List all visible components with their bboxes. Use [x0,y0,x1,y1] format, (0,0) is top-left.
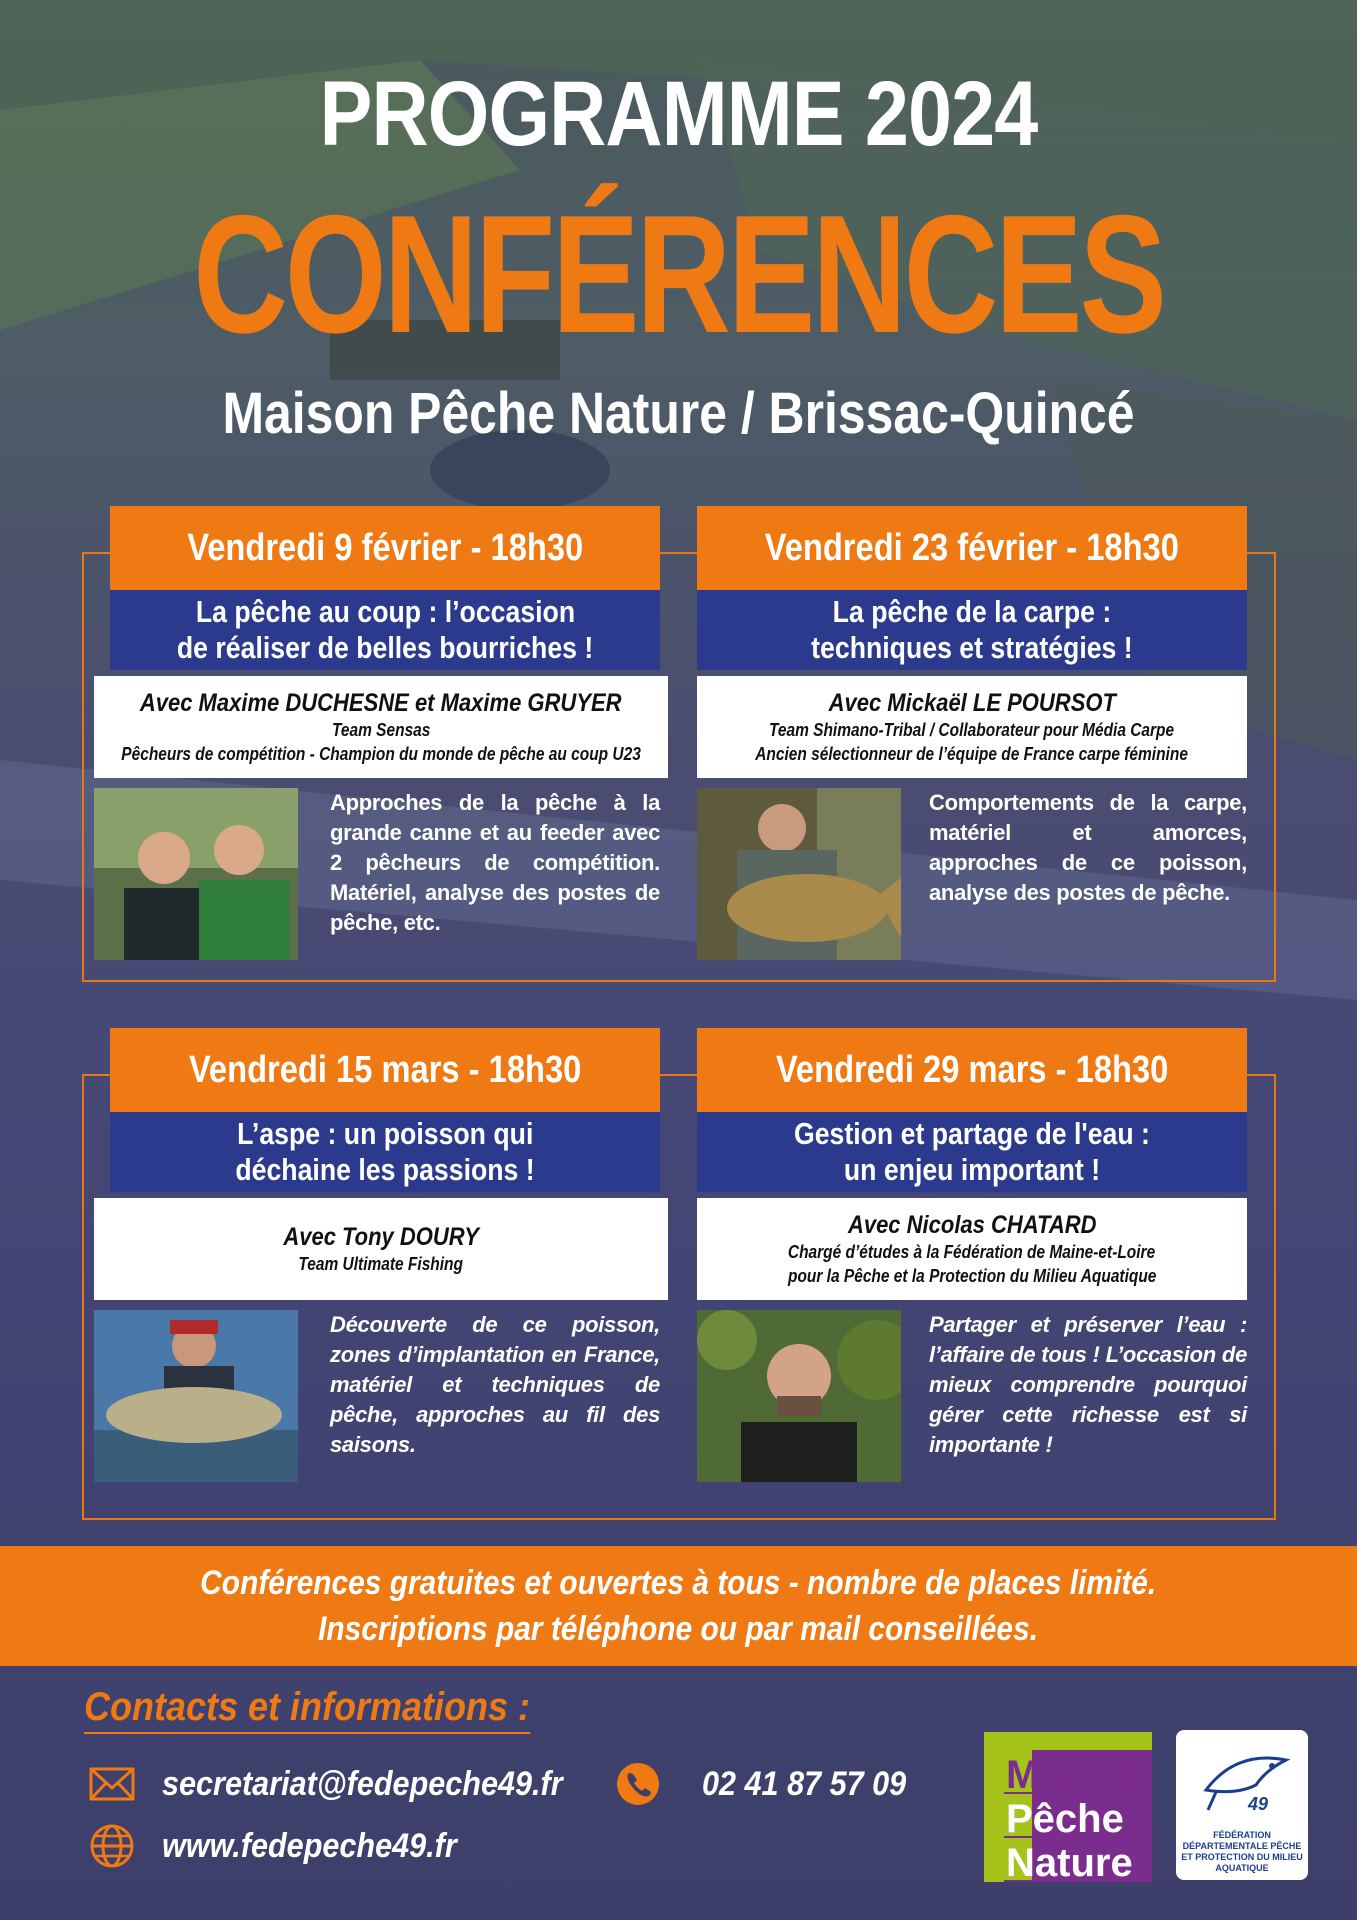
federation-number: 49 [1248,1794,1269,1814]
svg-text:Maison: Maison [1006,1753,1144,1797]
contact-website[interactable] [88,1822,490,1870]
speaker-role: Ancien sélectionneur de l’équipe de France carpe féminine [755,743,1189,764]
speaker-role: Team Ultimate Fishing [298,1253,464,1274]
event-topic: La pêche au coup : l’occasion de réaliser de belles bourriches ! [110,590,660,670]
speaker-name: Avec Tony DOURY [283,1222,479,1251]
federation-text: FÉDÉRATION DÉPARTEMENTALE PÊCHE ET PROTECTION DU MILIEU AQUATIQUE [1181,1830,1303,1873]
event-speaker-box [94,1198,668,1300]
info-banner [0,1546,1357,1666]
event-description: Partager et préserver l’eau : l’affaire de tous ! L’occasion de mieux comprendre pourquoi gérer cette richesse est si importante ! [929,1312,1247,1457]
event-speaker-box [697,1198,1247,1300]
event-speaker-box [94,676,668,778]
speaker-role: pour la Pêche et la Protection du Milieu Aquatique [787,1265,1157,1286]
speaker-role: Chargé d’études à la Fédération de Maine-et-Loire [788,1241,1156,1262]
programme-title: PROGRAMME 2024 [319,63,1038,165]
speaker-role: Team Sensas [331,719,431,740]
event-description: Approches de la pêche à la grande canne et au feeder avec 2 pêcheurs de compétition. Matériel, analyse des postes de pêche, etc. [330,790,660,935]
conferences-title: CONFÉRENCES [193,180,1164,368]
event-date: Vendredi 29 mars - 18h30 [697,1028,1247,1112]
event-topic: Gestion et partage de l'eau : un enjeu important ! [697,1112,1247,1192]
mail-icon [88,1760,136,1808]
speaker-photo [697,1310,901,1482]
speaker-photo [94,1310,298,1482]
event-card-3 [94,1028,660,1482]
svg-text:Pêche: Pêche [1006,1797,1124,1841]
event-topic: La pêche de la carpe : techniques et stratégies ! [697,590,1247,670]
speaker-role: Team Shimano-Tribal / Collaborateur pour Média Carpe [769,719,1175,740]
venue-subtitle: Maison Pêche Nature / Brissac-Quincé [222,381,1135,446]
event-topic: L’aspe : un poisson qui déchaine les passions ! [110,1112,660,1192]
phone-number[interactable]: 02 41 87 57 09 [702,1764,907,1803]
svg-text:Nature: Nature [1006,1841,1133,1882]
event-date: Vendredi 15 mars - 18h30 [110,1028,660,1112]
speaker-name: Avec Mickaël LE POURSOT [828,688,1116,717]
event-date: Vendredi 23 février - 18h30 [697,506,1247,590]
contacts-title: Contacts et informations : [84,1685,530,1734]
website-link[interactable]: www.fedepeche49.fr [162,1826,457,1865]
banner-line: Inscriptions par téléphone ou par mail conseillées. [318,1610,1039,1648]
banner-line: Conférences gratuites et ouvertes à tous - nombre de places limité. [200,1564,1157,1602]
speaker-photo [697,788,901,960]
event-card-2 [697,506,1247,960]
contact-phone[interactable] [614,1760,929,1808]
event-speaker-box [697,676,1247,778]
phone-icon [614,1760,662,1808]
email-link[interactable]: secretariat@fedepeche49.fr [162,1764,563,1803]
event-date: Vendredi 9 février - 18h30 [110,506,660,590]
speaker-name: Avec Maxime DUCHESNE et Maxime GRUYER [140,688,622,717]
event-description: Découverte de ce poisson, zones d’implantation en France, matériel et techniques de pêche, approches au fil des saisons. [330,1312,660,1457]
maison-peche-nature-logo [984,1732,1152,1882]
event-card-1 [94,506,660,960]
speaker-name: Avec Nicolas CHATARD [847,1210,1097,1239]
event-card-4 [697,1028,1247,1482]
federation-logo [1176,1730,1308,1880]
speaker-photo [94,788,298,960]
speaker-role: Pêcheurs de compétition - Champion du monde de pêche au coup U23 [121,743,641,764]
event-description: Comportements de la carpe, matériel et amorces, approches de ce poisson, analyse des postes de pêche. [929,790,1247,905]
contact-email[interactable] [88,1760,607,1808]
fish-icon [1176,1730,1308,1830]
globe-icon [88,1822,136,1870]
